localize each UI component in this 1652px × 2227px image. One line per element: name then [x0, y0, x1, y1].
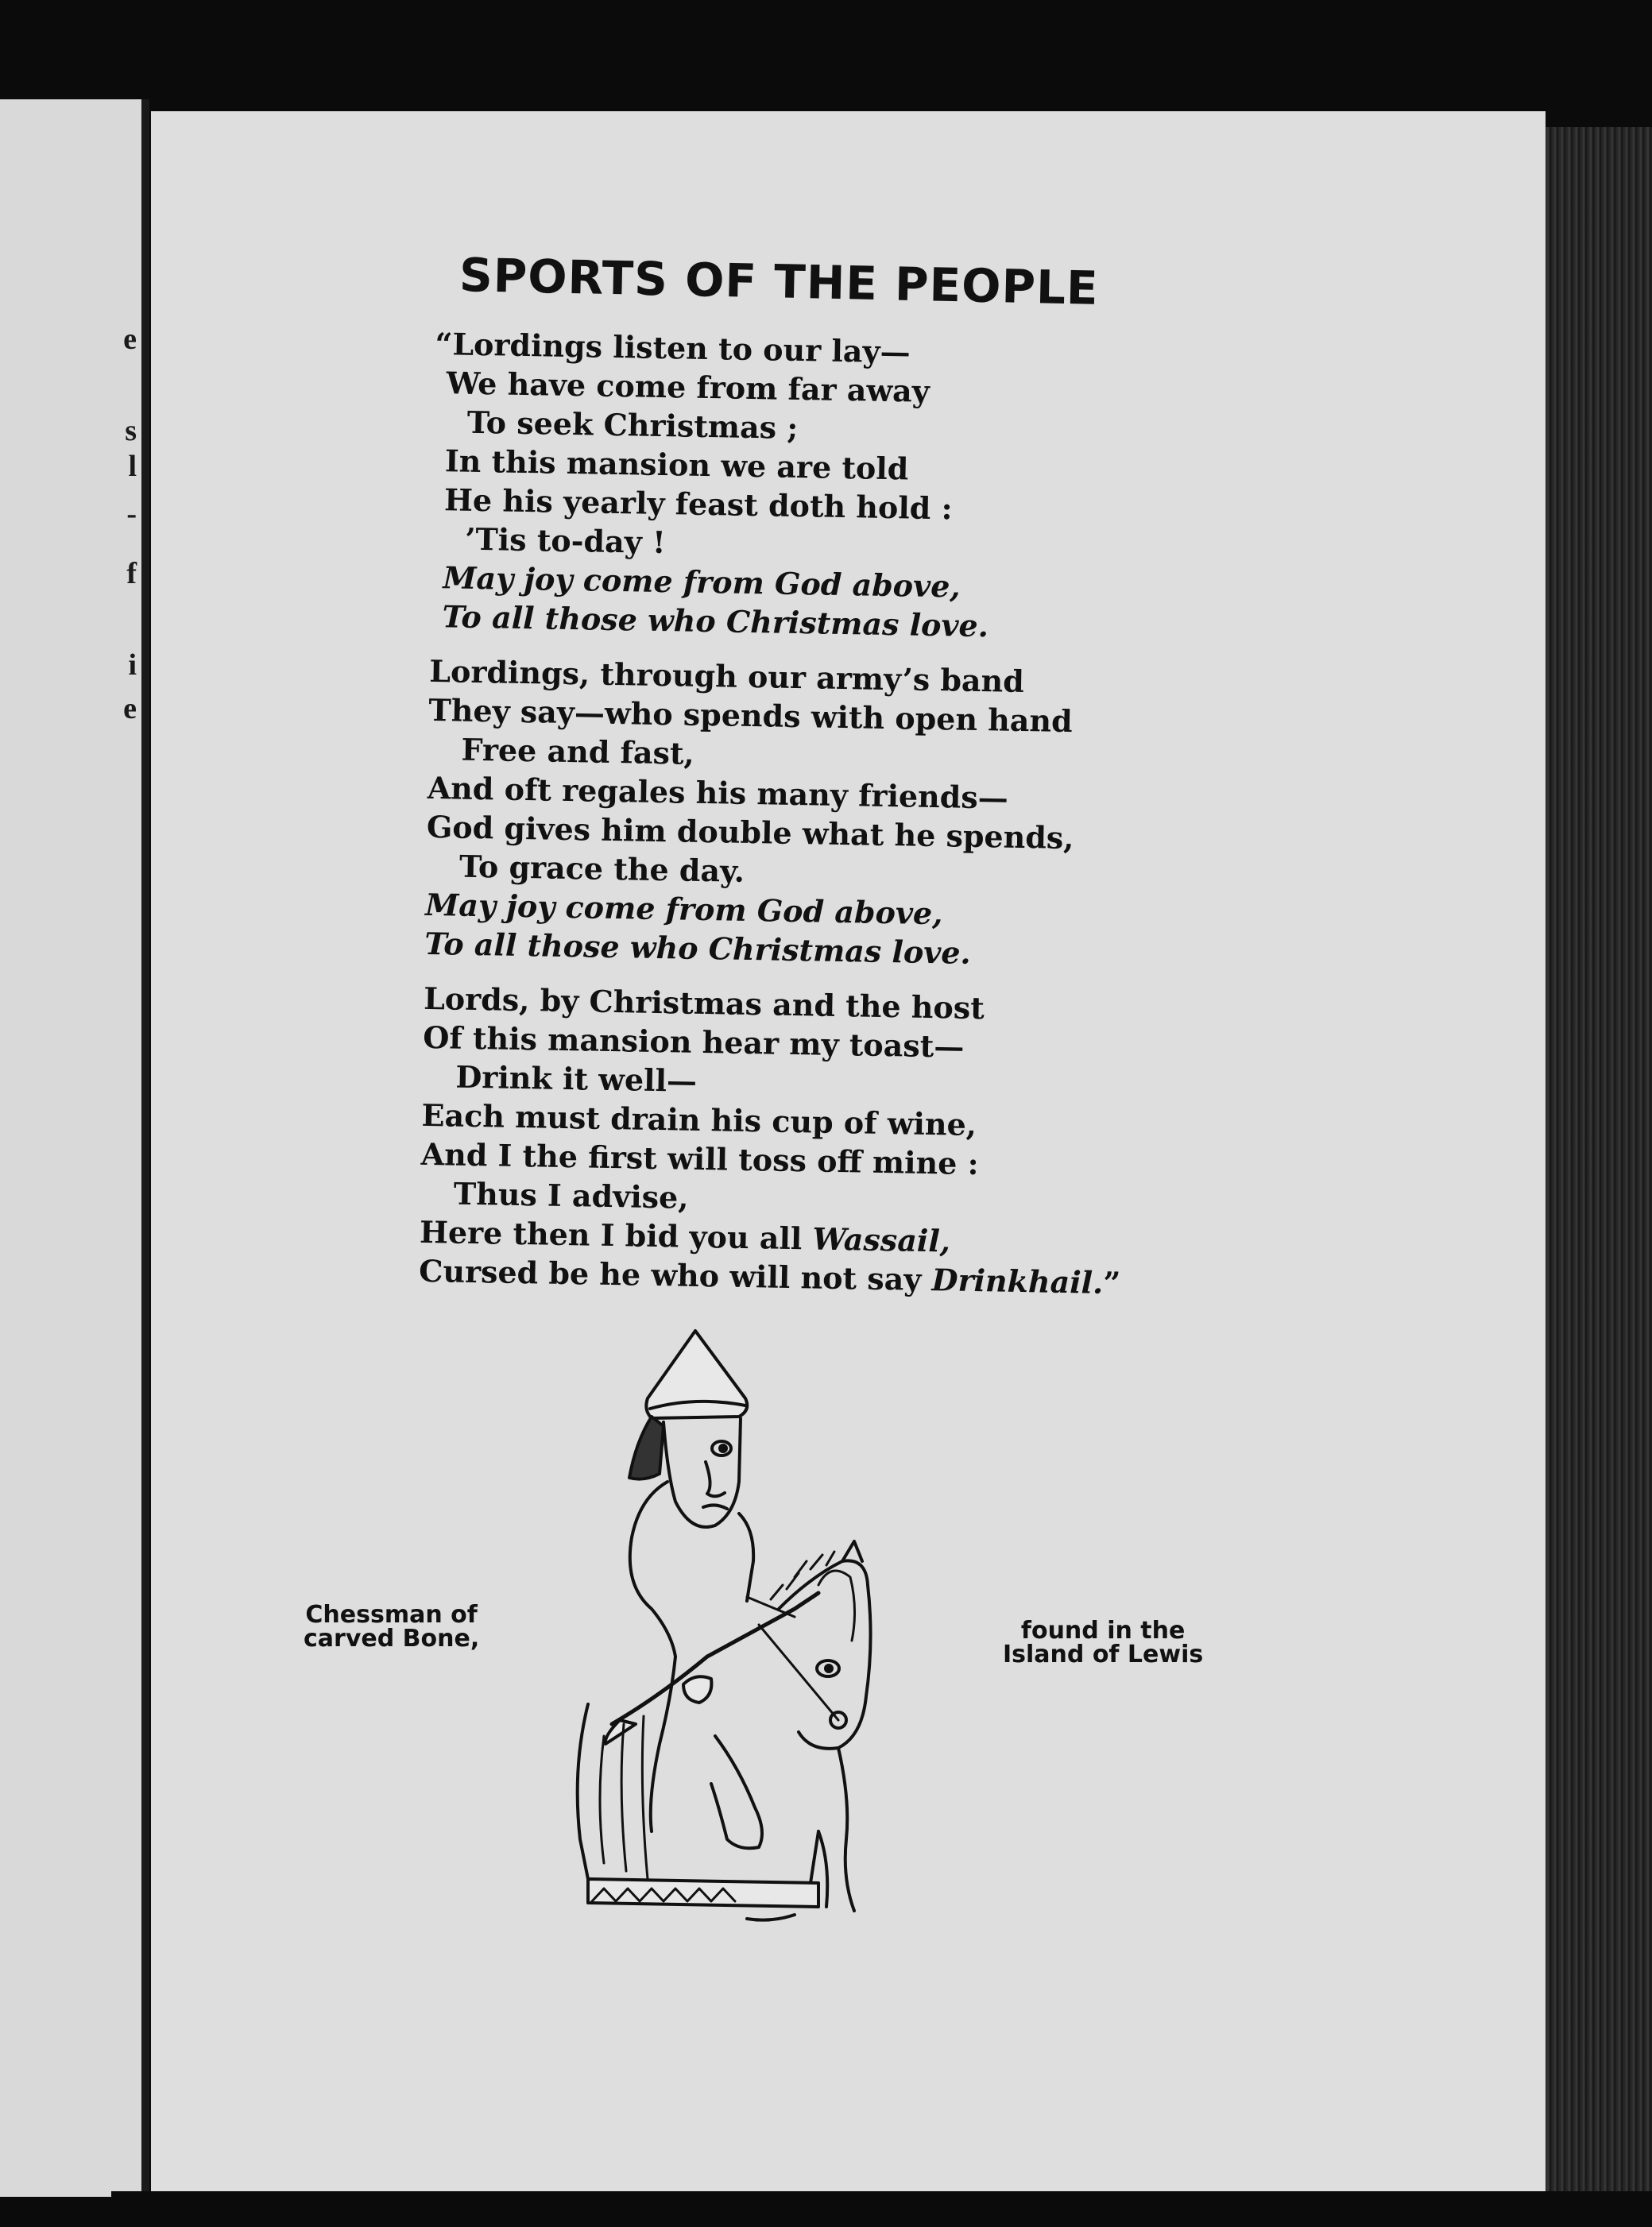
page-title: SPORTS OF THE PEOPLE [458, 248, 1100, 315]
poem-line-text: Drink it well— [455, 1058, 698, 1099]
poem-italic-word: Wassail, [812, 1220, 951, 1259]
poem-line-text: To grace the day. [458, 848, 745, 889]
poem [418, 324, 1137, 1318]
book-edge [1546, 127, 1652, 2193]
caption-left [304, 1603, 479, 1651]
caption-line: found in the [1020, 1617, 1186, 1645]
scan-border [111, 2191, 1652, 2227]
poem-line-text: May joy come from God above, [443, 559, 961, 605]
poem-line-text: Lords, by Christmas and the host [423, 980, 985, 1027]
poem-line-text: Here then I bid you all [419, 1213, 813, 1257]
poem-italic-word: Drinkhail. [931, 1262, 1104, 1301]
poem-line-text: In this mansion we are told [444, 443, 909, 487]
poem-line-text: To all those who Christmas love. [442, 598, 989, 644]
poem-stanza [430, 324, 1137, 648]
facing-page-letter: e [123, 692, 137, 725]
poem-line-text: Cursed be he who will not say [418, 1252, 933, 1298]
poem-line-text: Free and fast, [461, 731, 695, 771]
poem-line-text: Each must drain his cup of wine, [421, 1096, 977, 1143]
caption-line: Island of Lewis [1003, 1641, 1204, 1668]
poem-line-text: To all those who Christmas love. [424, 925, 972, 971]
poem-line-text: And oft regales his many friends— [427, 769, 1009, 816]
facing-page-letter: s [125, 414, 137, 447]
facing-page-letter: i [128, 648, 137, 682]
facing-page-letter: f [126, 557, 137, 590]
chessman-illustration [556, 1323, 938, 1947]
poem-line-text: And I the first will toss off mine : [420, 1135, 980, 1182]
poem-stanza [424, 651, 1132, 975]
poem-line-text: We have come from far away [446, 365, 930, 409]
facing-page-letter: e [123, 323, 137, 356]
poem-line-text: To seek Christmas ; [466, 404, 799, 446]
poem-line-text: May joy come from God above, [424, 886, 943, 932]
facing-page-letter: - [126, 497, 137, 531]
poem-line-text: They say—who spends with open hand [428, 691, 1074, 740]
caption-line: carved Bone, [304, 1625, 480, 1653]
poem-line-text: God gives him double what he spends, [426, 808, 1074, 856]
poem-line-text: Lordings, through our army’s band [428, 652, 1025, 699]
poem-stanza [419, 979, 1126, 1302]
poem-line-text: ’Tis to-day ! [464, 520, 667, 561]
caption-right [1003, 1619, 1203, 1667]
poem-line-text: He his yearly feast doth hold : [443, 481, 953, 527]
poem-line-text: Thus I advise, [453, 1175, 689, 1216]
facing-page-fragment [0, 99, 149, 2197]
caption-line: Chessman of [305, 1601, 478, 1629]
poem-line-text: Of this mansion hear my toast— [422, 1019, 965, 1065]
poem-line-text: “Lordings listen to our lay— [435, 325, 911, 370]
facing-page-letter: l [128, 450, 137, 483]
closing-quote: ” [1102, 1264, 1121, 1301]
